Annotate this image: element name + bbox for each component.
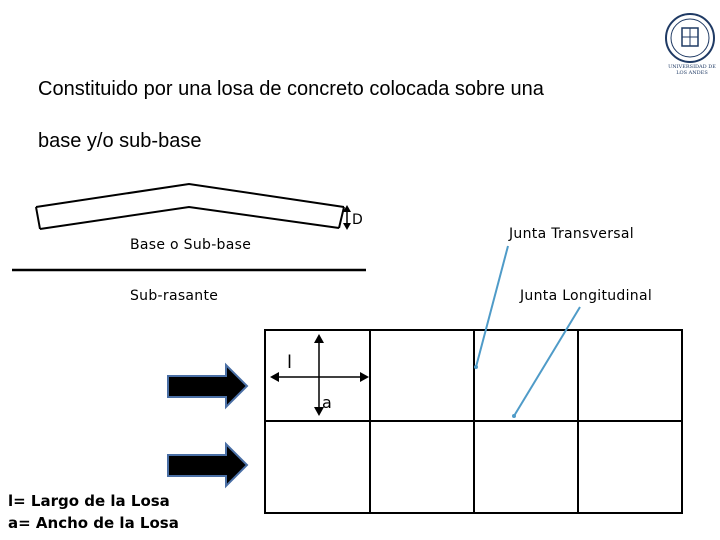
subgrade-label: Sub-rasante xyxy=(130,288,219,304)
legend-length: l= Largo de la Losa xyxy=(8,492,170,510)
width-symbol-label: a xyxy=(322,393,332,412)
traffic-arrow-upper xyxy=(168,365,247,407)
thickness-label: D xyxy=(352,212,364,228)
university-logo xyxy=(666,14,714,62)
transverse-joint-pointer xyxy=(474,246,508,369)
longitudinal-joint-pointer xyxy=(512,307,580,418)
base-label: Base o Sub-base xyxy=(130,237,252,253)
transverse-joint-label: Junta Transversal xyxy=(509,226,634,242)
logo-caption: UNIVERSIDAD DE LOS ANDES xyxy=(668,64,716,76)
concrete-slab-section xyxy=(36,184,344,229)
length-symbol-label: l xyxy=(287,352,293,373)
slide-title-line-2: base y/o sub-base xyxy=(38,130,202,152)
slide-title-line-1: Constituido por una losa de concreto colocada sobre una xyxy=(38,78,544,100)
legend-width: a= Ancho de la Losa xyxy=(8,514,179,532)
longitudinal-joint-label: Junta Longitudinal xyxy=(520,288,653,304)
slab-grid xyxy=(265,330,682,513)
traffic-arrow-lower xyxy=(168,444,247,486)
